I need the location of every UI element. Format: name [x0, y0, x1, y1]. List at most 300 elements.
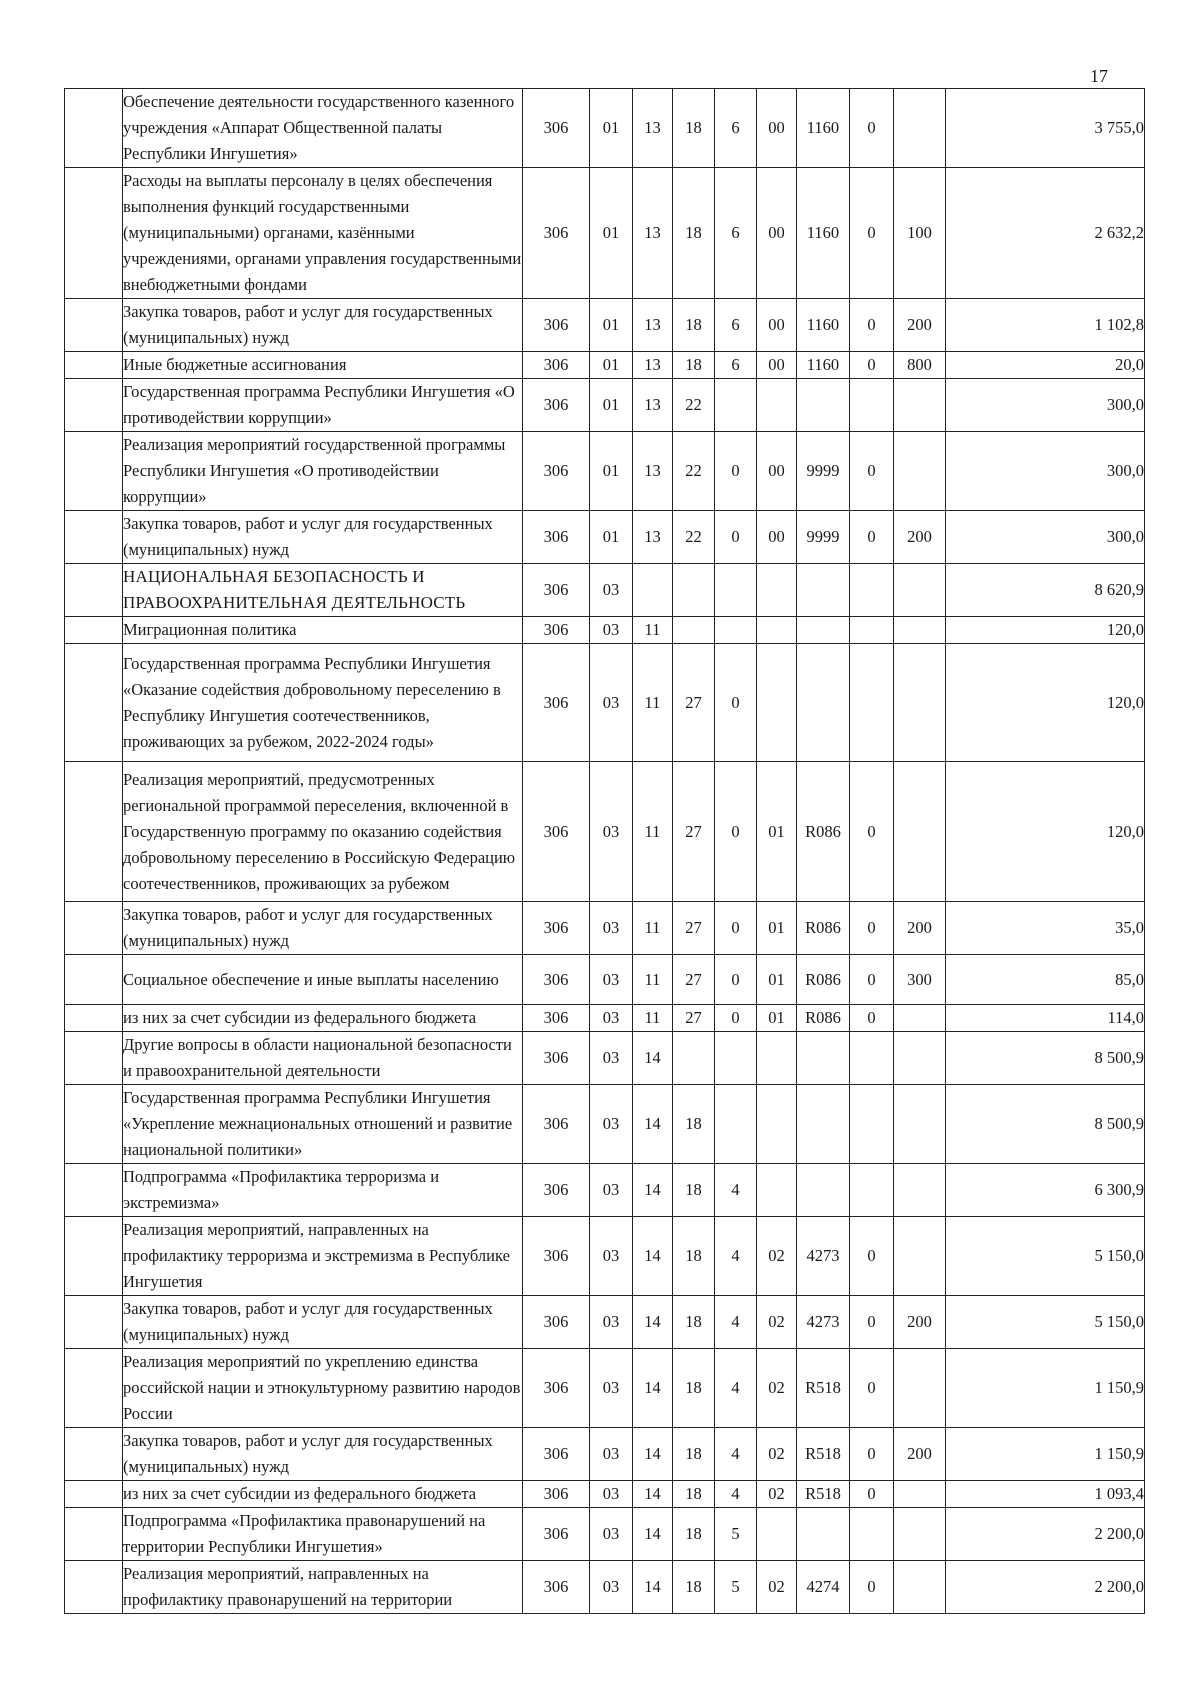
code-cs1: 18 [673, 89, 715, 168]
code-grbs: 306 [523, 432, 590, 511]
code-cs5: 0 [850, 1217, 894, 1296]
table-row [65, 644, 1145, 762]
code-cs5 [850, 617, 894, 644]
code-pr: 13 [633, 89, 673, 168]
code-cs1: 18 [673, 168, 715, 299]
row-number-cell [65, 902, 123, 955]
code-cs3 [757, 1085, 797, 1164]
table-row [65, 762, 1145, 902]
code-cs2 [715, 1085, 757, 1164]
code-cs2: 4 [715, 1481, 757, 1508]
row-amount: 2 632,2 [946, 168, 1145, 299]
row-name: Государственная программа Республики Ингушетия «Укрепление межнациональных отношений и развитие национальной политики» [123, 1085, 523, 1164]
code-pr [633, 564, 673, 617]
row-name: Государственная программа Республики Ингушетия «Оказание содействия добровольному переселению в Республику Ингушетия соотечественников, проживающих за рубежом, 2022-2024 годы» [123, 644, 523, 762]
code-cs4: R518 [797, 1481, 850, 1508]
table-row [65, 1032, 1145, 1085]
code-grbs: 306 [523, 1349, 590, 1428]
code-cs3: 00 [757, 299, 797, 352]
code-cs3: 01 [757, 955, 797, 1005]
row-number-cell [65, 1428, 123, 1481]
code-cs1: 18 [673, 1296, 715, 1349]
code-cs5: 0 [850, 299, 894, 352]
row-number-cell [65, 432, 123, 511]
table-row [65, 1481, 1145, 1508]
code-pr: 14 [633, 1561, 673, 1614]
code-pr: 14 [633, 1508, 673, 1561]
row-name: Закупка товаров, работ и услуг для государственных (муниципальных) нужд [123, 1428, 523, 1481]
table-row [65, 1508, 1145, 1561]
code-cs2 [715, 1032, 757, 1085]
row-name: Закупка товаров, работ и услуг для государственных (муниципальных) нужд [123, 902, 523, 955]
code-vr [894, 617, 946, 644]
row-amount: 85,0 [946, 955, 1145, 1005]
code-rz: 03 [590, 1296, 633, 1349]
code-cs4: R518 [797, 1428, 850, 1481]
table-row [65, 1005, 1145, 1032]
code-cs2: 0 [715, 902, 757, 955]
row-amount: 120,0 [946, 617, 1145, 644]
code-cs2: 6 [715, 89, 757, 168]
code-cs2: 5 [715, 1561, 757, 1614]
table-row [65, 352, 1145, 379]
code-cs2 [715, 617, 757, 644]
row-name: Закупка товаров, работ и услуг для государственных (муниципальных) нужд [123, 511, 523, 564]
table-row [65, 955, 1145, 1005]
code-pr: 14 [633, 1428, 673, 1481]
code-vr [894, 89, 946, 168]
code-cs5: 0 [850, 432, 894, 511]
code-pr: 13 [633, 379, 673, 432]
code-cs3: 01 [757, 1005, 797, 1032]
code-rz: 03 [590, 1217, 633, 1296]
code-vr: 200 [894, 511, 946, 564]
code-cs5 [850, 1164, 894, 1217]
code-cs1: 27 [673, 1005, 715, 1032]
code-pr: 14 [633, 1296, 673, 1349]
code-grbs: 306 [523, 1508, 590, 1561]
row-amount: 1 102,8 [946, 299, 1145, 352]
code-grbs: 306 [523, 89, 590, 168]
code-cs5 [850, 379, 894, 432]
code-pr: 14 [633, 1032, 673, 1085]
row-name: Реализация мероприятий государственной программы Республики Ингушетия «О противодействии коррупции» [123, 432, 523, 511]
code-cs5 [850, 1085, 894, 1164]
code-cs4: 1160 [797, 168, 850, 299]
row-name: Реализация мероприятий, направленных на профилактику терроризма и экстремизма в Республике Ингушетия [123, 1217, 523, 1296]
code-cs5: 0 [850, 1481, 894, 1508]
code-cs2: 4 [715, 1164, 757, 1217]
code-grbs: 306 [523, 168, 590, 299]
code-cs1: 27 [673, 902, 715, 955]
code-pr: 13 [633, 432, 673, 511]
row-name: Социальное обеспечение и иные выплаты населению [123, 955, 523, 1005]
code-grbs: 306 [523, 1164, 590, 1217]
code-cs4: 9999 [797, 432, 850, 511]
code-vr [894, 432, 946, 511]
code-cs4: 1160 [797, 299, 850, 352]
row-name: Расходы на выплаты персоналу в целях обеспечения выполнения функций государственными (муниципальными) органами, казёнными учреждениями, органами управления государственными внебюджетными фондами [123, 168, 523, 299]
code-rz: 01 [590, 352, 633, 379]
code-grbs: 306 [523, 511, 590, 564]
code-pr: 11 [633, 955, 673, 1005]
row-amount: 2 200,0 [946, 1508, 1145, 1561]
code-cs3: 00 [757, 168, 797, 299]
code-cs3 [757, 617, 797, 644]
code-rz: 03 [590, 1508, 633, 1561]
table-row [65, 1428, 1145, 1481]
code-cs1: 18 [673, 1349, 715, 1428]
table-row [65, 1217, 1145, 1296]
code-cs3: 00 [757, 352, 797, 379]
code-cs2: 0 [715, 1005, 757, 1032]
code-cs5: 0 [850, 762, 894, 902]
table-row [65, 299, 1145, 352]
code-rz: 03 [590, 1428, 633, 1481]
code-rz: 03 [590, 1561, 633, 1614]
code-grbs: 306 [523, 1561, 590, 1614]
code-cs2: 4 [715, 1217, 757, 1296]
row-number-cell [65, 1085, 123, 1164]
code-grbs: 306 [523, 1428, 590, 1481]
code-pr: 11 [633, 644, 673, 762]
row-name: Закупка товаров, работ и услуг для государственных (муниципальных) нужд [123, 1296, 523, 1349]
code-cs1 [673, 1032, 715, 1085]
row-amount: 20,0 [946, 352, 1145, 379]
code-pr: 14 [633, 1085, 673, 1164]
row-number-cell [65, 1032, 123, 1085]
code-cs4: R086 [797, 762, 850, 902]
code-pr: 13 [633, 299, 673, 352]
row-amount: 5 150,0 [946, 1217, 1145, 1296]
code-rz: 03 [590, 1349, 633, 1428]
table-row [65, 1349, 1145, 1428]
code-cs3: 02 [757, 1561, 797, 1614]
code-rz: 03 [590, 564, 633, 617]
code-cs1: 27 [673, 644, 715, 762]
code-vr [894, 1032, 946, 1085]
code-cs1: 18 [673, 1428, 715, 1481]
table-row [65, 1296, 1145, 1349]
code-cs4 [797, 1085, 850, 1164]
code-vr: 100 [894, 168, 946, 299]
code-grbs: 306 [523, 1217, 590, 1296]
row-amount: 300,0 [946, 511, 1145, 564]
row-number-cell [65, 1296, 123, 1349]
row-number-cell [65, 564, 123, 617]
code-cs2: 4 [715, 1349, 757, 1428]
row-amount: 8 500,9 [946, 1032, 1145, 1085]
code-vr [894, 1005, 946, 1032]
code-rz: 01 [590, 432, 633, 511]
code-rz: 03 [590, 762, 633, 902]
row-number-cell [65, 1005, 123, 1032]
table-row [65, 89, 1145, 168]
code-cs5: 0 [850, 511, 894, 564]
code-cs4 [797, 1508, 850, 1561]
row-number-cell [65, 617, 123, 644]
code-cs1 [673, 564, 715, 617]
code-pr: 13 [633, 168, 673, 299]
code-cs4: R086 [797, 955, 850, 1005]
code-cs3: 00 [757, 89, 797, 168]
code-pr: 11 [633, 1005, 673, 1032]
code-grbs: 306 [523, 1032, 590, 1085]
code-cs2: 0 [715, 432, 757, 511]
code-pr: 14 [633, 1217, 673, 1296]
code-cs5: 0 [850, 1561, 894, 1614]
code-cs2: 4 [715, 1296, 757, 1349]
row-name: из них за счет субсидии из федерального бюджета [123, 1005, 523, 1032]
code-rz: 03 [590, 1085, 633, 1164]
row-amount: 35,0 [946, 902, 1145, 955]
code-cs5: 0 [850, 902, 894, 955]
code-rz: 03 [590, 617, 633, 644]
code-vr: 200 [894, 902, 946, 955]
row-number-cell [65, 955, 123, 1005]
code-cs1: 18 [673, 1085, 715, 1164]
code-pr: 13 [633, 511, 673, 564]
code-grbs: 306 [523, 955, 590, 1005]
code-grbs: 306 [523, 352, 590, 379]
table-row [65, 168, 1145, 299]
code-vr [894, 1085, 946, 1164]
code-grbs: 306 [523, 564, 590, 617]
row-amount: 300,0 [946, 379, 1145, 432]
code-rz: 01 [590, 379, 633, 432]
code-cs4 [797, 1032, 850, 1085]
row-number-cell [65, 1349, 123, 1428]
code-cs3: 01 [757, 902, 797, 955]
page-number: 17 [1090, 66, 1108, 86]
row-number-cell [65, 762, 123, 902]
code-rz: 01 [590, 89, 633, 168]
budget-table [64, 88, 1145, 1614]
code-cs3 [757, 1164, 797, 1217]
code-cs1: 22 [673, 432, 715, 511]
code-cs4: 9999 [797, 511, 850, 564]
code-cs1: 18 [673, 1164, 715, 1217]
row-amount: 8 500,9 [946, 1085, 1145, 1164]
code-cs4: R518 [797, 1349, 850, 1428]
code-cs3: 02 [757, 1217, 797, 1296]
code-cs5: 0 [850, 1296, 894, 1349]
code-cs1: 18 [673, 299, 715, 352]
code-cs5: 0 [850, 955, 894, 1005]
code-cs4: 4274 [797, 1561, 850, 1614]
code-cs4: 1160 [797, 89, 850, 168]
code-rz: 01 [590, 168, 633, 299]
code-cs3 [757, 379, 797, 432]
code-vr: 300 [894, 955, 946, 1005]
code-cs2: 6 [715, 168, 757, 299]
row-name: Другие вопросы в области национальной безопасности и правоохранительной деятельности [123, 1032, 523, 1085]
table-row [65, 379, 1145, 432]
code-cs2: 6 [715, 299, 757, 352]
code-vr [894, 1508, 946, 1561]
code-vr: 200 [894, 1428, 946, 1481]
row-amount: 3 755,0 [946, 89, 1145, 168]
code-pr: 11 [633, 617, 673, 644]
row-number-cell [65, 1481, 123, 1508]
code-cs5 [850, 1032, 894, 1085]
code-cs5: 0 [850, 168, 894, 299]
table-row [65, 1085, 1145, 1164]
code-pr: 13 [633, 352, 673, 379]
code-rz: 03 [590, 644, 633, 762]
code-grbs: 306 [523, 379, 590, 432]
code-cs1: 18 [673, 352, 715, 379]
row-name: Реализация мероприятий по укреплению единства российской нации и этнокультурному развитию народов России [123, 1349, 523, 1428]
row-name: Подпрограмма «Профилактика терроризма и экстремизма» [123, 1164, 523, 1217]
code-cs1: 27 [673, 762, 715, 902]
code-vr [894, 1481, 946, 1508]
code-cs5: 0 [850, 352, 894, 379]
row-name: Подпрограмма «Профилактика правонарушений на территории Республики Ингушетия» [123, 1508, 523, 1561]
code-vr [894, 379, 946, 432]
row-amount: 1 150,9 [946, 1349, 1145, 1428]
row-name: Закупка товаров, работ и услуг для государственных (муниципальных) нужд [123, 299, 523, 352]
code-cs1: 27 [673, 955, 715, 1005]
row-number-cell [65, 379, 123, 432]
row-number-cell [65, 168, 123, 299]
row-number-cell [65, 644, 123, 762]
code-grbs: 306 [523, 299, 590, 352]
table-row [65, 564, 1145, 617]
code-cs2: 0 [715, 511, 757, 564]
row-amount: 114,0 [946, 1005, 1145, 1032]
code-grbs: 306 [523, 1296, 590, 1349]
row-amount: 5 150,0 [946, 1296, 1145, 1349]
code-cs1: 18 [673, 1508, 715, 1561]
code-cs5: 0 [850, 89, 894, 168]
code-cs4: 4273 [797, 1296, 850, 1349]
code-cs4 [797, 617, 850, 644]
code-vr [894, 762, 946, 902]
table-row [65, 1164, 1145, 1217]
code-rz: 03 [590, 1481, 633, 1508]
code-vr [894, 1217, 946, 1296]
code-cs2: 4 [715, 1428, 757, 1481]
code-cs4: R086 [797, 1005, 850, 1032]
code-cs4 [797, 644, 850, 762]
row-name: Иные бюджетные ассигнования [123, 352, 523, 379]
code-cs4: R086 [797, 902, 850, 955]
code-cs2: 0 [715, 762, 757, 902]
code-vr [894, 644, 946, 762]
row-name: Государственная программа Республики Ингушетия «О противодействии коррупции» [123, 379, 523, 432]
code-cs2: 6 [715, 352, 757, 379]
code-grbs: 306 [523, 762, 590, 902]
code-rz: 03 [590, 1164, 633, 1217]
table-row [65, 432, 1145, 511]
code-grbs: 306 [523, 1481, 590, 1508]
code-cs1: 18 [673, 1217, 715, 1296]
code-cs1: 22 [673, 511, 715, 564]
code-cs5: 0 [850, 1349, 894, 1428]
code-grbs: 306 [523, 644, 590, 762]
row-number-cell [65, 299, 123, 352]
code-pr: 11 [633, 762, 673, 902]
code-vr [894, 1349, 946, 1428]
table-row [65, 617, 1145, 644]
code-pr: 14 [633, 1164, 673, 1217]
row-name: НАЦИОНАЛЬНАЯ БЕЗОПАСНОСТЬ И ПРАВООХРАНИТЕЛЬНАЯ ДЕЯТЕЛЬНОСТЬ [123, 564, 523, 617]
row-amount: 120,0 [946, 644, 1145, 762]
code-cs3: 02 [757, 1428, 797, 1481]
row-number-cell [65, 89, 123, 168]
row-name: Обеспечение деятельности государственного казенного учреждения «Аппарат Общественной палаты Республики Ингушетия» [123, 89, 523, 168]
row-amount: 2 200,0 [946, 1561, 1145, 1614]
code-cs4: 4273 [797, 1217, 850, 1296]
code-grbs: 306 [523, 617, 590, 644]
code-cs1 [673, 617, 715, 644]
code-cs5 [850, 1508, 894, 1561]
row-number-cell [65, 352, 123, 379]
code-cs5 [850, 644, 894, 762]
code-vr [894, 1561, 946, 1614]
code-cs3: 00 [757, 511, 797, 564]
row-amount: 6 300,9 [946, 1164, 1145, 1217]
code-pr: 14 [633, 1349, 673, 1428]
row-amount: 8 620,9 [946, 564, 1145, 617]
code-cs5: 0 [850, 1428, 894, 1481]
code-grbs: 306 [523, 902, 590, 955]
code-grbs: 306 [523, 1005, 590, 1032]
row-number-cell [65, 1164, 123, 1217]
code-cs3: 02 [757, 1349, 797, 1428]
row-amount: 120,0 [946, 762, 1145, 902]
code-cs3 [757, 564, 797, 617]
code-pr: 11 [633, 902, 673, 955]
code-pr: 14 [633, 1481, 673, 1508]
row-amount: 1 150,9 [946, 1428, 1145, 1481]
code-vr: 800 [894, 352, 946, 379]
code-vr: 200 [894, 299, 946, 352]
code-cs1: 18 [673, 1561, 715, 1614]
table-row [65, 1561, 1145, 1614]
row-number-cell [65, 1508, 123, 1561]
code-cs4: 1160 [797, 352, 850, 379]
code-rz: 03 [590, 1032, 633, 1085]
code-rz: 03 [590, 955, 633, 1005]
code-cs3 [757, 1508, 797, 1561]
code-cs3: 02 [757, 1296, 797, 1349]
row-name: Миграционная политика [123, 617, 523, 644]
code-cs1: 22 [673, 379, 715, 432]
table-row [65, 902, 1145, 955]
row-number-cell [65, 1561, 123, 1614]
code-rz: 01 [590, 511, 633, 564]
code-vr: 200 [894, 1296, 946, 1349]
code-rz: 01 [590, 299, 633, 352]
code-cs3: 02 [757, 1481, 797, 1508]
code-cs2: 5 [715, 1508, 757, 1561]
code-cs4 [797, 1164, 850, 1217]
row-name: из них за счет субсидии из федерального бюджета [123, 1481, 523, 1508]
code-grbs: 306 [523, 1085, 590, 1164]
row-number-cell [65, 511, 123, 564]
row-name: Реализация мероприятий, направленных на профилактику правонарушений на территории [123, 1561, 523, 1614]
code-cs2: 0 [715, 955, 757, 1005]
code-cs3: 00 [757, 432, 797, 511]
code-cs4 [797, 379, 850, 432]
code-cs3: 01 [757, 762, 797, 902]
code-cs2 [715, 379, 757, 432]
code-rz: 03 [590, 902, 633, 955]
code-cs5: 0 [850, 1005, 894, 1032]
code-cs3 [757, 644, 797, 762]
